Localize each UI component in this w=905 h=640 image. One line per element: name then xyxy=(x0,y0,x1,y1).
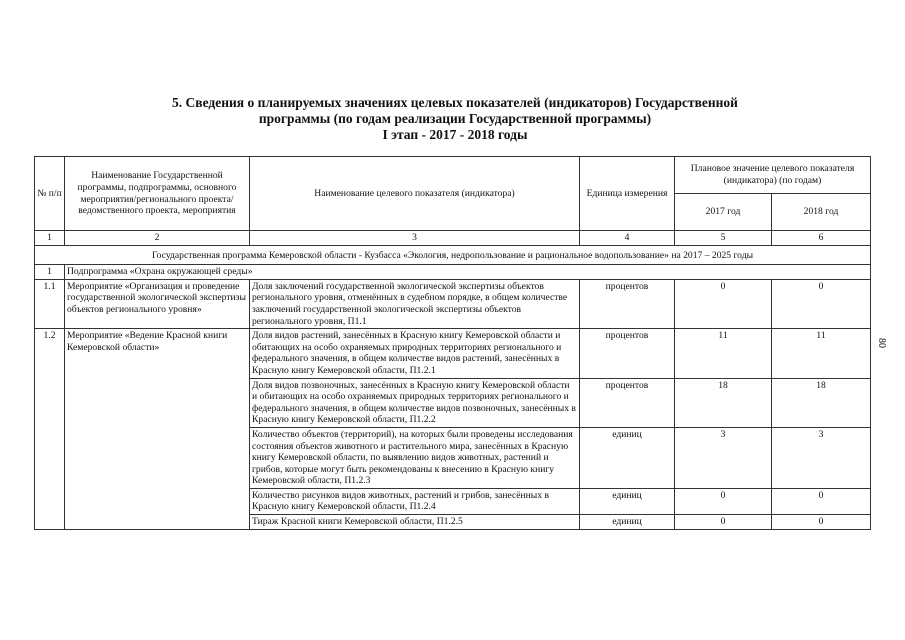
program-row xyxy=(35,245,871,265)
indicator-value-2018: 3 xyxy=(772,427,871,488)
indicator-text: Количество рисунков видов животных, растений и грибов, занесённых в Красную книгу Кемеровской области, П1.2.4 xyxy=(250,488,580,514)
header-year-2017: 2017 год xyxy=(675,194,772,231)
title-line-3: I этап - 2017 - 2018 годы xyxy=(382,127,528,142)
indicator-unit: единиц xyxy=(580,515,675,530)
subprogram-num: 1 xyxy=(35,265,65,280)
table-header-row xyxy=(35,157,871,194)
indicator-value-2018: 0 xyxy=(772,515,871,530)
measure-name: Мероприятие «Организация и проведение государственной экологической экспертизы объектов регионального уровня» xyxy=(65,279,250,328)
indicator-value-2018: 0 xyxy=(772,279,871,328)
measure-name: Мероприятие «Ведение Красной книги Кемеровской области» xyxy=(65,329,250,530)
table-row xyxy=(35,279,871,328)
indicator-value-2018: 0 xyxy=(772,488,871,514)
header-num: № п/п xyxy=(35,157,65,231)
measure-num: 1.1 xyxy=(35,279,65,328)
indicator-value-2017: 0 xyxy=(675,515,772,530)
header-program-name: Наименование Государственной программы, подпрограммы, основного мероприятия/регионального проекта/ведомственного проекта, мероприятия xyxy=(65,157,250,231)
indicator-value-2018: 18 xyxy=(772,378,871,427)
column-number: 2 xyxy=(65,231,250,246)
column-number: 6 xyxy=(772,231,871,246)
indicator-value-2017: 11 xyxy=(675,329,772,378)
column-number: 3 xyxy=(250,231,580,246)
header-year-2018: 2018 год xyxy=(772,194,871,231)
indicator-value-2017: 0 xyxy=(675,488,772,514)
document-title xyxy=(40,95,870,143)
indicator-unit: процентов xyxy=(580,279,675,328)
indicator-unit: процентов xyxy=(580,378,675,427)
indicator-value-2017: 0 xyxy=(675,279,772,328)
table-row xyxy=(35,329,871,378)
program-title: Государственная программа Кемеровской области - Кузбасса «Экология, недропользование и рациональное водопользование» на 2017 – 2025 годы xyxy=(35,245,871,265)
indicator-unit: процентов xyxy=(580,329,675,378)
indicator-text: Тираж Красной книги Кемеровской области, П1.2.5 xyxy=(250,515,580,530)
indicator-text: Доля заключений государственной экологической экспертизы объектов регионального уровня, отменённых в судебном порядке, в общем количестве заключений государственной экологической экспертизы объектов регионального уровня, П1.1 xyxy=(250,279,580,328)
column-number: 5 xyxy=(675,231,772,246)
indicator-value-2018: 11 xyxy=(772,329,871,378)
column-number: 1 xyxy=(35,231,65,246)
indicator-unit: единиц xyxy=(580,488,675,514)
header-unit: Единица измерения xyxy=(580,157,675,231)
indicator-value-2017: 3 xyxy=(675,427,772,488)
indicator-unit: единиц xyxy=(580,427,675,488)
subprogram-name: Подпрограмма «Охрана окружающей среды» xyxy=(65,265,871,280)
subprogram-row xyxy=(35,265,871,280)
measure-num: 1.2 xyxy=(35,329,65,530)
column-numbers-row xyxy=(35,231,871,246)
column-number: 4 xyxy=(580,231,675,246)
page-number: 80 xyxy=(876,338,887,348)
indicator-text: Количество объектов (территорий), на которых были проведены исследования состояния объектов животного и растительного мира, занесённых в Красную книгу Кемеровской области, по выявлению видов животных, растений и грибов, которые могут быть рекомендованы к внесению в Красную книгу Кемеровской области, П1.2.3 xyxy=(250,427,580,488)
header-indicator-name: Наименование целевого показателя (индикатора) xyxy=(250,157,580,231)
indicator-value-2017: 18 xyxy=(675,378,772,427)
title-line-1: 5. Сведения о планируемых значениях целевых показателей (индикаторов) Государственной xyxy=(172,95,738,110)
indicators-table xyxy=(34,156,871,530)
header-planned-value: Плановое значение целевого показателя (индикатора) (по годам) xyxy=(675,157,871,194)
indicator-text: Доля видов растений, занесённых в Красную книгу Кемеровской области и обитающих на особо охраняемых природных территориях регионального и федерального значения, в общем количестве видов растений, занесённых в Красную книгу Кемеровской области, П1.2.1 xyxy=(250,329,580,378)
title-line-2: программы (по годам реализации Государственной программы) xyxy=(258,111,652,126)
indicator-text: Доля видов позвоночных, занесённых в Красную книгу Кемеровской области и обитающих на особо охраняемых природных территориях регионального и федерального значения, в общем количестве видов позвоночных, занесённых в Красную книгу Кемеровской области, П1.2.2 xyxy=(250,378,580,427)
